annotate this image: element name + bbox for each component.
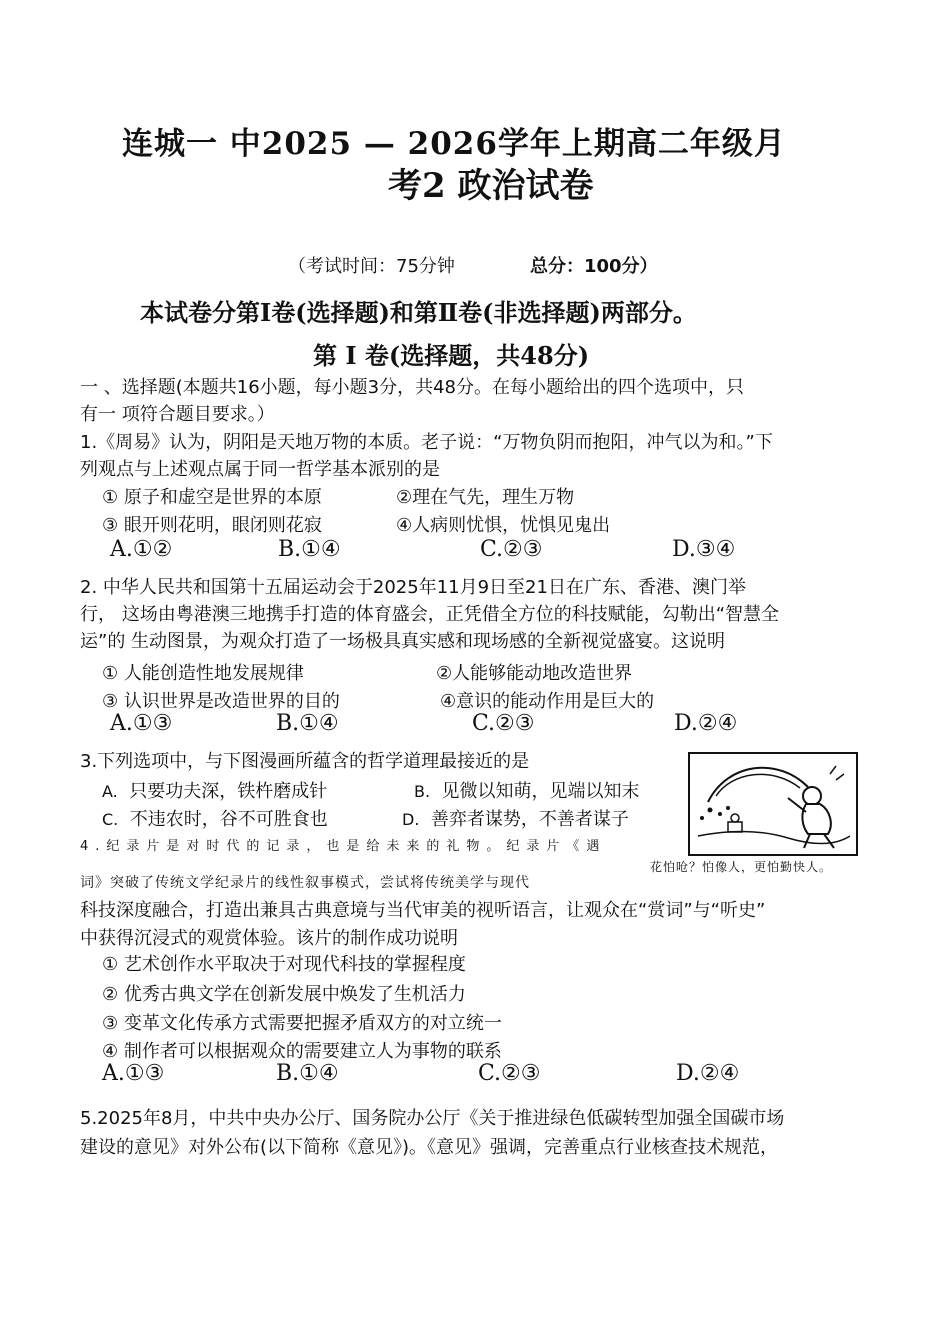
q2-item-1: ① 人能创造性地发展规律 bbox=[102, 663, 304, 684]
q2-answer-b: B.①④ bbox=[276, 711, 339, 736]
q3-option-b-text: 见微以知萌，见端以知末 bbox=[441, 781, 640, 802]
q4-item-2: ② 优秀古典文学在创新发展中焕发了生机活力 bbox=[102, 984, 466, 1005]
q1-stem-line2: 列观点与上述观点属于同一哲学基本派别的是 bbox=[80, 459, 440, 480]
exam-title-line2: 考2 政治试卷 bbox=[388, 166, 594, 206]
exam-intro: 本试卷分第Ⅰ卷(选择题)和第Ⅱ卷(非选择题)两部分。 bbox=[140, 298, 697, 327]
part1-title: 第 Ⅰ 卷(选择题，共48分) bbox=[313, 341, 590, 370]
exam-title-line1: 连城一 中2025 — 2026学年上期高二年级月 bbox=[122, 126, 786, 162]
q3-option-a-text: 只要功夫深，铁杵磨成针 bbox=[129, 781, 328, 802]
q3-option-c-letter: C. bbox=[102, 810, 119, 829]
q5-stem-line2: 建设的意见》对外公布(以下简称《意见》)。《意见》强调，完善重点行业核查技术规范， bbox=[80, 1137, 779, 1158]
q1-item-4: ④人病则忧惧，忧惧见鬼出 bbox=[396, 515, 611, 536]
q3-option-c bbox=[102, 805, 328, 831]
q1-answer-a: A.①② bbox=[110, 537, 173, 562]
q1-answer-c: C.②③ bbox=[480, 537, 543, 562]
q2-item-4: ④意识的能动作用是巨大的 bbox=[440, 691, 655, 712]
q3-option-c-text: 不违农时，谷不可胜食也 bbox=[129, 809, 328, 830]
q3-stem: 3.下列选项中，与下图漫画所蕴含的哲学道理最接近的是 bbox=[80, 751, 530, 772]
q3-option-d-letter: D. bbox=[402, 810, 420, 829]
q4-answer-d: D.②④ bbox=[676, 1061, 740, 1086]
q3-option-a-letter: A. bbox=[102, 782, 118, 801]
exam-time: （考试时间：75分钟 bbox=[288, 256, 455, 277]
q1-answer-d: D.③④ bbox=[672, 537, 736, 562]
q1-item-2: ②理在气先，理生万物 bbox=[396, 487, 575, 508]
q1-stem-line1: 1.《周易》认为，阴阳是天地万物的本质。老子说：“万物负阴而抱阳，冲气以为和。”下 bbox=[80, 432, 773, 453]
q4-item-3: ③ 变革文化传承方式需要把握矛盾双方的对立统一 bbox=[102, 1013, 502, 1034]
q3-option-d-text: 善弈者谋势，不善者谋子 bbox=[430, 809, 629, 830]
cartoon-water-drop bbox=[708, 808, 713, 813]
q1-item-3: ③ 眼开则花明，眼闭则花寂 bbox=[102, 515, 322, 536]
q1-item-1: ① 原子和虚空是世界的本原 bbox=[102, 487, 322, 508]
q4-stem-line4: 中获得沉浸式的观赏体验。该片的制作成功说明 bbox=[80, 928, 458, 949]
cartoon-person-body bbox=[802, 804, 830, 834]
q3-option-d bbox=[402, 805, 629, 831]
cartoon-flower-pot bbox=[728, 822, 742, 832]
q3-option-b-letter: B. bbox=[414, 782, 431, 801]
q1-answer-b: B.①④ bbox=[278, 537, 341, 562]
section-instruction-line2: 有一 项符合题目要求。） bbox=[80, 404, 275, 425]
q2-stem-line2: 行， 这场由粤港澳三地携手打造的体育盛会，正凭借全方位的科技赋能，勾勒出“智慧全 bbox=[80, 604, 780, 625]
q2-item-2: ②人能够能动地改造世界 bbox=[436, 663, 633, 684]
q4-answer-a: A.①③ bbox=[102, 1061, 165, 1086]
q2-stem-line1: 2. 中华人民共和国第十五届运动会于2025年11月9日至21日在广东、香港、澳门举 bbox=[80, 577, 746, 598]
cartoon-person-head bbox=[803, 787, 821, 805]
section-instruction-line1: 一 、选择题(本题共16小题，每小题3分，共48分。在每小题给出的四个选项中，只 bbox=[80, 377, 745, 398]
q4-stem-line3: 科技深度融合，打造出兼具古典意境与当代审美的视听语言，让观众在“赏词”与“听史” bbox=[80, 900, 766, 921]
q4-answer-b: B.①④ bbox=[276, 1061, 339, 1086]
q2-answer-c: C.②③ bbox=[472, 711, 535, 736]
q4-answer-c: C.②③ bbox=[478, 1061, 541, 1086]
q2-item-3: ③ 认识世界是改造世界的目的 bbox=[102, 691, 340, 712]
total-score: 总分：100分） bbox=[530, 256, 658, 277]
q5-stem-line1: 5.2025年8月，中共中央办公厅、国务院办公厅《关于推进绿色低碳转型加强全国碳市场 bbox=[80, 1108, 785, 1129]
q4-stem-line1: 4.纪录片是对时代的记录，也是给未来的礼物。纪录片《遇 bbox=[80, 839, 607, 854]
q3-option-a bbox=[102, 777, 327, 803]
q4-stem-line2: 词》突破了传统文学纪录片的线性叙事模式，尝试将传统美学与现代 bbox=[80, 875, 530, 891]
q3-cartoon-illustration bbox=[688, 752, 858, 856]
q4-item-1: ① 艺术创作水平取决于对现代科技的掌握程度 bbox=[102, 954, 466, 975]
q3-cartoon-caption: 花怕呛？怕像人，更怕勤快人。 bbox=[650, 860, 833, 874]
q2-answer-a: A.①③ bbox=[110, 711, 173, 736]
q3-option-b bbox=[414, 777, 640, 803]
q4-item-4: ④ 制作者可以根据观众的需要建立人为事物的联系 bbox=[102, 1041, 502, 1062]
q2-answer-d: D.②④ bbox=[674, 711, 738, 736]
q2-stem-line3: 运”的 生动图景，为观众打造了一场极具真实感和现场感的全新视觉盛宴。这说明 bbox=[80, 631, 726, 652]
